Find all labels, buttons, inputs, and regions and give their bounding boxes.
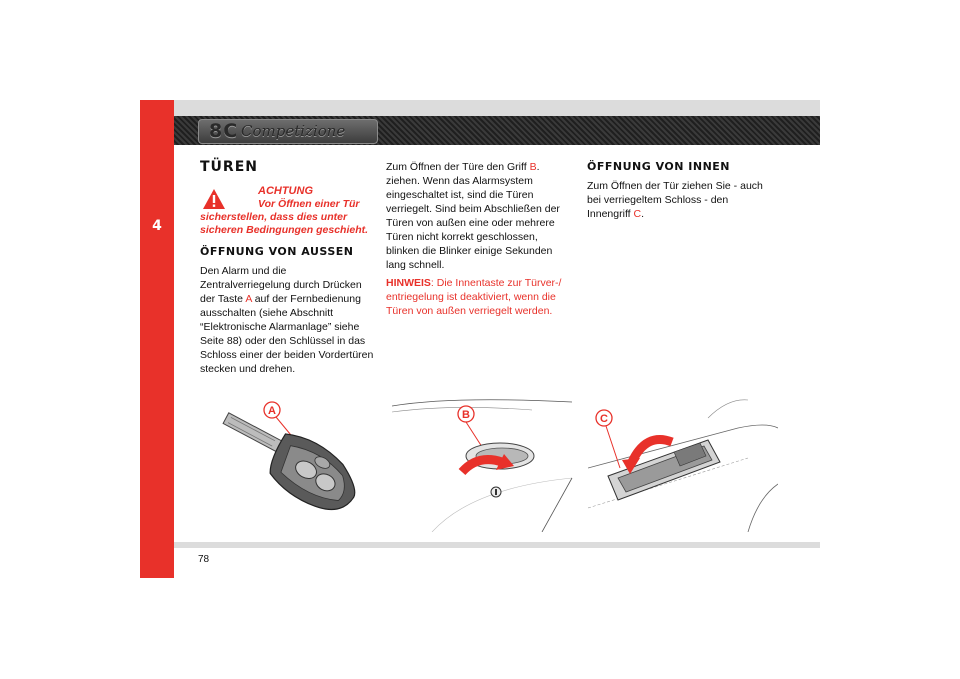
column-right	[587, 160, 772, 221]
label-b: B	[462, 409, 470, 421]
top-band	[174, 100, 820, 116]
interior-handle-illustration	[588, 388, 778, 532]
brand-logo	[198, 119, 378, 144]
handle-c-ref: C	[633, 208, 642, 220]
logo-8c: 8C	[209, 120, 239, 142]
page-title: TÜREN	[200, 159, 258, 175]
key-a-ref: A	[245, 293, 252, 305]
chapter-number: 4	[152, 218, 162, 234]
heading-inside: ÖFFNUNG VON INNEN	[587, 160, 731, 173]
warning-header	[200, 184, 375, 212]
body-handle	[386, 160, 571, 272]
warning-triangle-icon	[202, 188, 226, 210]
column-left	[200, 160, 375, 376]
body-handle-a: Zum Öffnen der Türe den Griff	[386, 161, 530, 173]
warning-line-rest: sicherstellen, dass dies unter sicheren Bedingungen geschieht.	[200, 211, 369, 236]
key-fob-illustration	[200, 388, 380, 532]
page-number: 78	[198, 554, 210, 565]
note-label: HINWEIS	[386, 277, 431, 289]
chapter-sidebar	[140, 100, 174, 578]
door-handle-illustration	[392, 388, 577, 532]
body-handle-b: ziehen. Wenn das Alarmsystem eingeschaltet ist, sind die Türen verriegelt. Sind beim Abschließen der Türen von außen eine oder mehrere Türen nicht korrekt geschlossen, blinken die Blinker einige Sekunden lang schnell.	[386, 175, 560, 271]
note	[386, 276, 571, 318]
body-outside-b: auf der Fernbedienung ausschalten (siehe Abschnitt “Elektronische Alarmanlage” siehe Seite 88) oder den Schlüssel in das Schloss einer der beiden Vordertüren stecken und drehen.	[200, 293, 374, 375]
logo-script: Competizione	[241, 122, 346, 140]
body-inside-a: Zum Öffnen der Tür ziehen Sie - auch bei verriegeltem Schloss - den Innengriff	[587, 180, 763, 220]
label-a: A	[268, 405, 276, 417]
body-outside	[200, 264, 375, 376]
note-text: : Die Innentaste zur Türver-/ entriegelung ist deaktiviert, wenn die Türen von außen verriegelt werden.	[386, 277, 562, 317]
body-inside	[587, 179, 772, 221]
body-outside-a: Den Alarm und die Zentralverriegelung durch Drücken der Taste	[200, 265, 362, 305]
heading-outside: ÖFFNUNG VON AUSSEN	[200, 245, 354, 258]
column-middle	[386, 160, 571, 318]
warning-line-1: Vor Öffnen einer Tür	[258, 198, 360, 210]
label-c: C	[600, 413, 608, 425]
body-inside-dot: .	[641, 208, 645, 220]
body-handle-dot: .	[536, 161, 540, 173]
warning-title: ACHTUNG	[258, 185, 313, 197]
handle-b-ref: B	[529, 161, 537, 173]
footer-band	[174, 542, 820, 548]
header-banner	[174, 116, 820, 145]
